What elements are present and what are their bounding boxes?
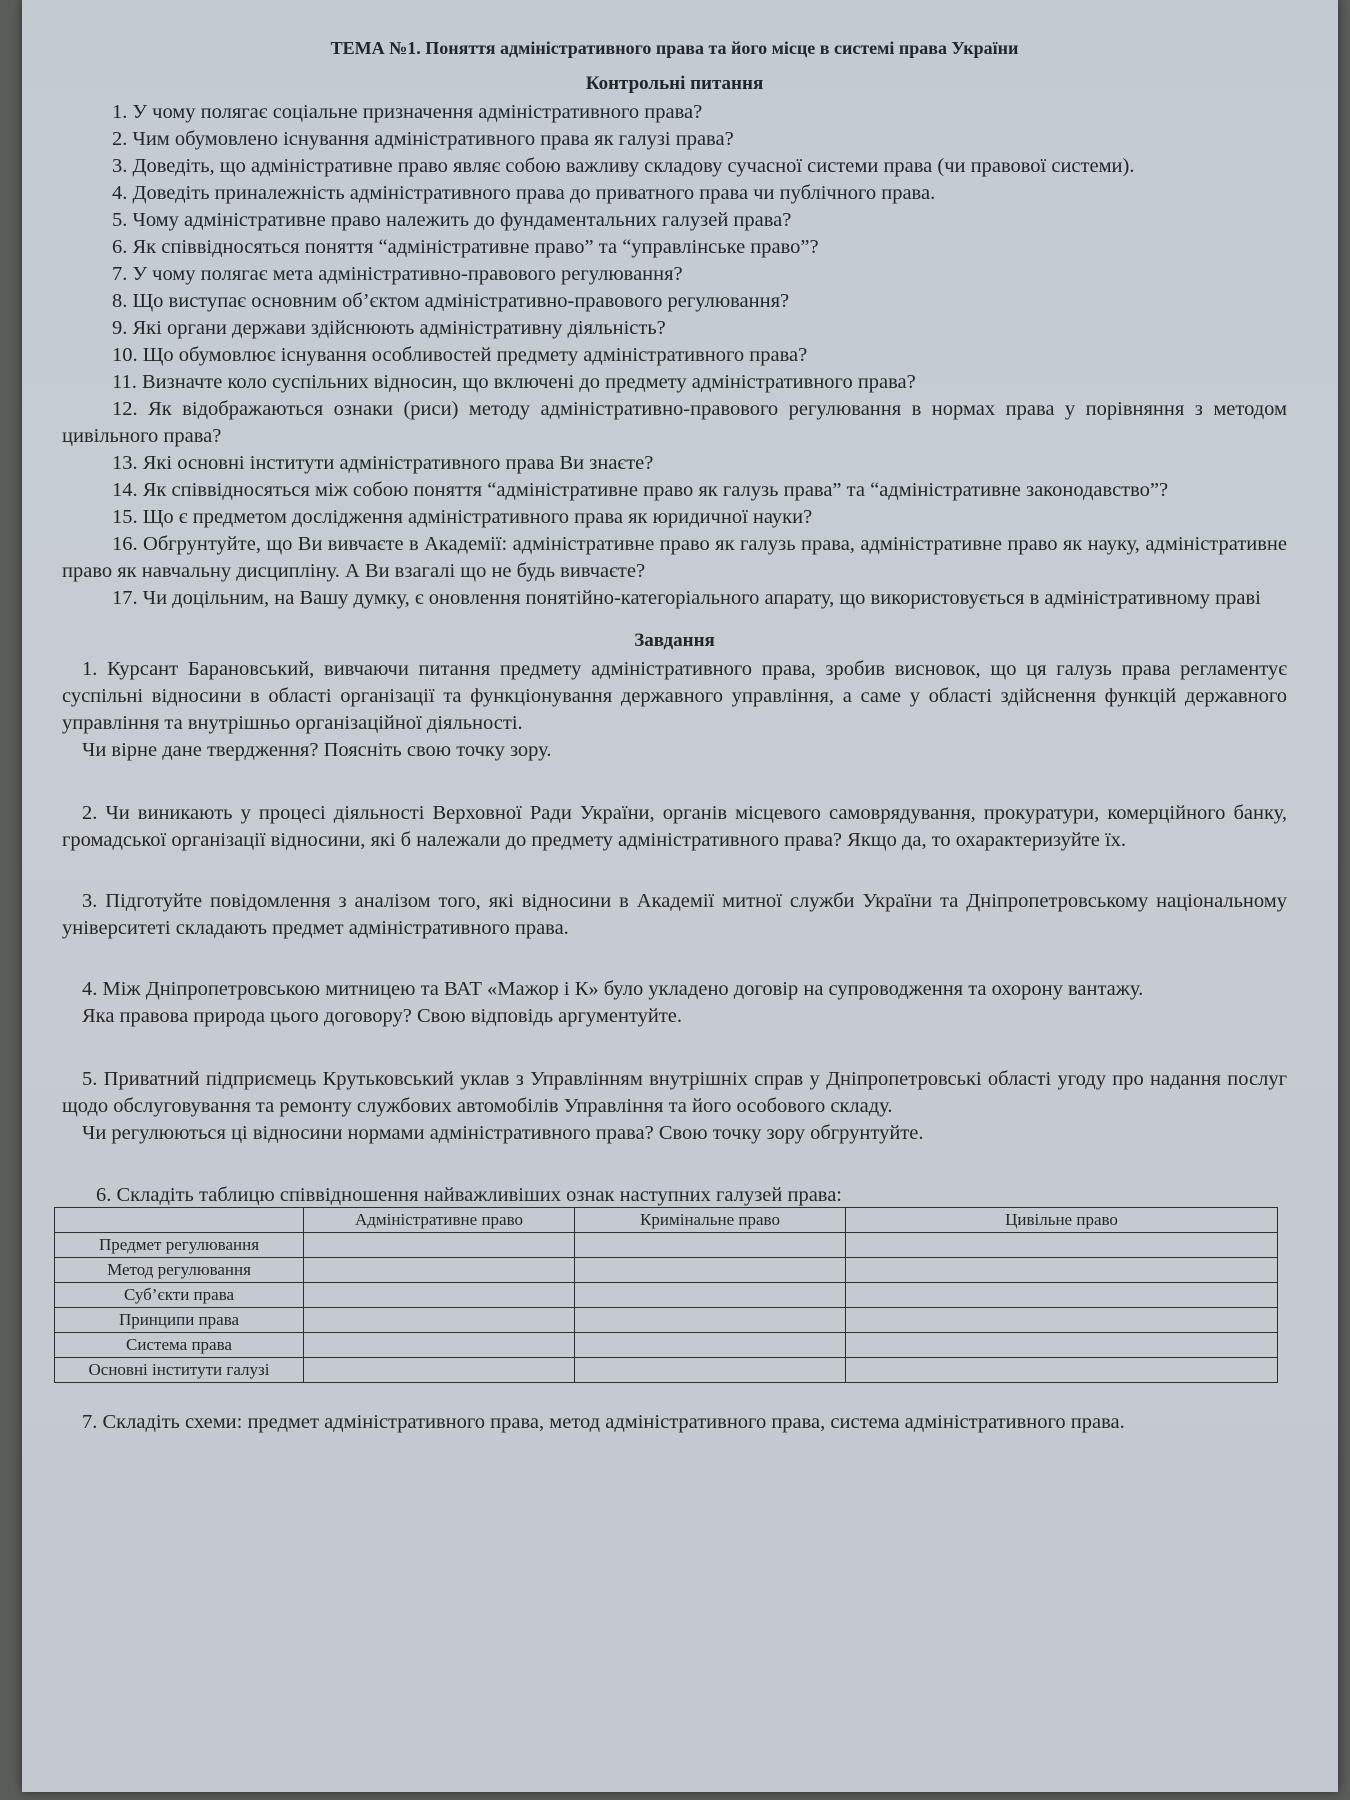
table-row [55, 1283, 1278, 1308]
table-row-header: Принципи права [55, 1308, 304, 1333]
table-cell [575, 1233, 846, 1258]
table-row-header: Суб’єкти права [55, 1283, 304, 1308]
task-6: 6. Складіть таблицю співвідношення найважливіших ознак наступних галузей права: [96, 1184, 843, 1206]
task-1: 1. Курсант Барановський, вивчаючи питання предмету адміністративного права, зробив висновок, що ця галузь права регламентує суспільні відносини в області організації та функціонування державного управління, а саме у області здійснення функцій державного управління та внутрішньо організаційної діяльності. [62, 658, 1287, 734]
table-row-header: Основні інститути галузі [55, 1358, 304, 1383]
task-1-question: Чи вірне дане твердження? Поясніть свою точку зору. [82, 739, 552, 761]
table-row-header: Метод регулювання [55, 1258, 304, 1283]
table-row [55, 1333, 1278, 1358]
table-cell [575, 1283, 846, 1308]
question-item: 17. Чи доцільним, на Вашу думку, є оновлення понятійно-категоріального апарату, що використовується в адміністративному праві [112, 587, 1261, 609]
question-item: 6. Як співвідносяться поняття “адміністративне право” та “управлінське право”? [112, 236, 819, 258]
table-cell [846, 1258, 1278, 1283]
question-item: 12. Як відображаються ознаки (риси) методу адміністративно-правового регулювання в нормах права у порівняння з методом цивільного права? [62, 398, 1287, 447]
table-cell [304, 1333, 575, 1358]
table-cell [304, 1358, 575, 1383]
question-item: 7. У чому полягає мета адміністративно-правового регулювання? [112, 263, 683, 285]
question-item: 13. Які основні інститути адміністративного права Ви знаєте? [112, 452, 654, 474]
document-content [62, 38, 1287, 1436]
questions-heading: Контрольні питання [585, 73, 764, 94]
question-item: 2. Чим обумовлено існування адміністративного права як галузі права? [112, 128, 734, 150]
task-7: 7. Складіть схеми: предмет адміністративного права, метод адміністративного права, система адміністративного права. [82, 1411, 1125, 1433]
table-cell [575, 1258, 846, 1283]
table-corner-cell [55, 1208, 304, 1233]
spacer [62, 854, 1287, 888]
table-column-header: Адміністративне право [304, 1208, 575, 1233]
table-cell [846, 1308, 1278, 1333]
question-item: 10. Що обумовлює існування особливостей предмету адміністративного права? [112, 344, 808, 366]
task-3: 3. Підготуйте повідомлення з аналізом того, які відносини в Академії митної служби України та Дніпропетровському національному університеті складають предмет адміністративного права. [62, 890, 1287, 939]
table-cell [846, 1333, 1278, 1358]
tasks-heading: Завдання [634, 630, 715, 651]
table-row-header: Предмет регулювання [55, 1233, 304, 1258]
task-5-question: Чи регулюються ці відносини нормами адміністративного права? Свою точку зору обгрунтуйте. [82, 1122, 924, 1144]
table-cell [575, 1358, 846, 1383]
questions-list [62, 99, 1287, 612]
spacer [62, 942, 1287, 976]
table-cell [575, 1308, 846, 1333]
table-cell [575, 1333, 846, 1358]
table-row [55, 1258, 1278, 1283]
question-item: 14. Як співвідносяться між собою поняття “адміністративне право як галузь права” та “адміністративне законодавство”? [112, 479, 1169, 501]
table-cell [304, 1308, 575, 1333]
task-5: 5. Приватний підприємець Крутьковський уклав з Управлінням внутрішніх справ у Дніпропетровські області угоду про надання послуг щодо обслуговування та ремонту службових автомобілів Управління та його особового складу. [62, 1068, 1287, 1117]
paper-sheet [22, 0, 1338, 1792]
task-4: 4. Між Дніпропетровською митницею та ВАТ «Мажор і К» було укладено договір на супроводження та охорону вантажу. [82, 978, 1144, 1000]
table-cell [846, 1358, 1278, 1383]
table-row [55, 1233, 1278, 1258]
table-cell [304, 1258, 575, 1283]
table-cell [304, 1233, 575, 1258]
table-cell [304, 1283, 575, 1308]
table-row-header: Система права [55, 1333, 304, 1358]
comparison-table [54, 1207, 1278, 1383]
table-row [55, 1358, 1278, 1383]
table-column-header: Кримінальне право [575, 1208, 846, 1233]
table-header-row [55, 1208, 1278, 1233]
tasks-section [62, 630, 1287, 1436]
question-item: 15. Що є предметом дослідження адміністративного права як юридичної науки? [112, 506, 813, 528]
question-item: 1. У чому полягає соціальне призначення адміністративного права? [112, 101, 703, 123]
question-item: 8. Що виступає основним об’єктом адміністративно-правового регулювання? [112, 290, 790, 312]
table-cell [846, 1233, 1278, 1258]
question-item: 5. Чому адміністративне право належить до фундаментальних галузей права? [112, 209, 792, 231]
table-column-header: Цивільне право [846, 1208, 1278, 1233]
question-item: 3. Доведіть, що адміністративне право являє собою важливу складову сучасної системи права (чи правової системи). [112, 155, 1135, 177]
table-row [55, 1308, 1278, 1333]
document-title: ТЕМА №1. Поняття адміністративного права та його місце в системі права України [330, 38, 1019, 58]
question-item: 4. Доведіть приналежність адміністративного права до приватного права чи публічного права. [112, 182, 936, 204]
question-item: 11. Визначте коло суспільних відносин, що включені до предмету адміністративного права? [112, 371, 916, 393]
task-4-question: Яка правова природа цього договору? Свою відповідь аргументуйте. [82, 1005, 683, 1027]
table-cell [846, 1283, 1278, 1308]
task-2: 2. Чи виникають у процесі діяльності Верховної Ради України, органів місцевого самоврядування, прокуратури, комерційного банку, громадської організації відносини, які б належали до предмету адміністративного права? Якщо да, то охарактеризуйте їх. [62, 802, 1287, 851]
question-item: 9. Які органи держави здійснюють адміністративну діяльність? [112, 317, 666, 339]
question-item: 16. Обгрунтуйте, що Ви вивчаєте в Академії: адміністративне право як галузь права, адміністративне право як науку, адміністративне право як навчальну дисципліну. А Ви взагалі що не будь вивчаєте? [62, 533, 1287, 582]
